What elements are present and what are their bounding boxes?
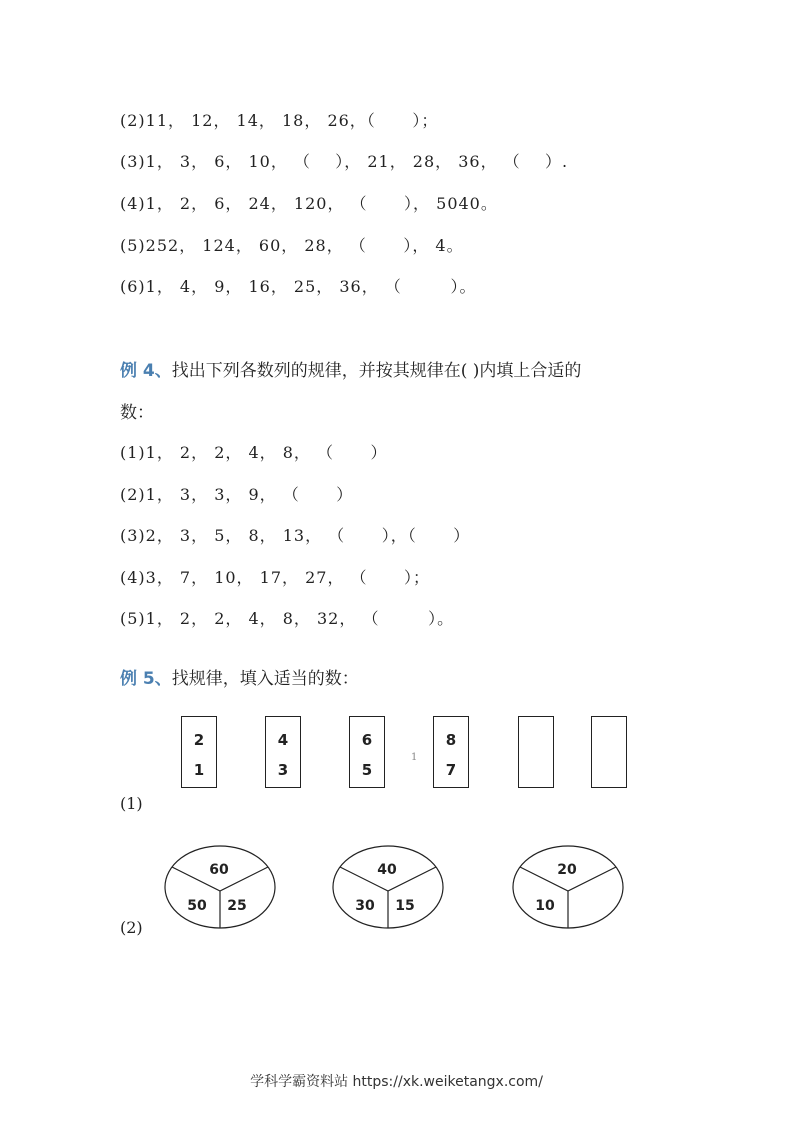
- oval-left-number: 30: [355, 898, 375, 914]
- box-top-number: 8: [445, 731, 457, 749]
- part-2-label: (2): [120, 918, 143, 937]
- oval-left-number: 50: [187, 898, 207, 914]
- example-4-text-cont: 数：: [120, 403, 154, 423]
- number-box: [433, 716, 469, 788]
- empty-number-box: [591, 716, 627, 788]
- part-1-label: (1): [120, 794, 143, 813]
- number-box: [181, 716, 217, 788]
- sequence-line-4: (4)1， 2， 6， 24， 120， （ ）， 5040。: [120, 194, 498, 213]
- number-box: [349, 716, 385, 788]
- divided-oval: [512, 845, 624, 929]
- sequence-line-3: (3)1， 3， 6， 10， （ ）， 21， 28， 36， （ ）.: [120, 152, 569, 171]
- box-top-number: 2: [193, 731, 205, 749]
- example-4-label: 例 4、: [120, 361, 172, 381]
- divided-oval: [164, 845, 276, 929]
- oval-top-number: 60: [209, 862, 229, 878]
- example-4-line-3: (3)2， 3， 5， 8， 13， （ ），（ ）: [120, 526, 471, 545]
- oval-top-number: 20: [557, 862, 577, 878]
- example-4-heading: [120, 356, 581, 381]
- sequence-line-2: (2)11， 12， 14， 18， 26，（ ）；: [120, 111, 439, 130]
- sequence-line-5: (5)252， 124， 60， 28， （ ）， 4。: [120, 236, 464, 255]
- box-bottom-number: 7: [445, 761, 457, 779]
- oval-left-number: 10: [535, 898, 555, 914]
- example-4-line-5: (5)1， 2， 2， 4， 8， 32， （ ）。: [120, 609, 455, 628]
- example-4-line-2: (2)1， 3， 3， 9， （ ）: [120, 485, 354, 504]
- stray-mark: 1: [411, 752, 418, 763]
- empty-number-box: [518, 716, 554, 788]
- example-4-text: 找出下列各数列的规律，并按其规律在( )内填上合适的: [171, 361, 582, 381]
- example-5-label: 例 5、: [120, 669, 172, 689]
- example-4-line-4: (4)3， 7， 10， 17， 27， （ ）；: [120, 568, 431, 587]
- number-box: [265, 716, 301, 788]
- box-bottom-number: 5: [361, 761, 373, 779]
- box-top-number: 6: [361, 731, 373, 749]
- example-5-text: 找规律，填入适当的数：: [171, 669, 359, 689]
- box-top-number: 4: [277, 731, 289, 749]
- example-5-heading: [120, 664, 359, 689]
- example-4-line-1: (1)1， 2， 2， 4， 8， （ ）: [120, 443, 388, 462]
- oval-top-number: 40: [377, 862, 397, 878]
- divided-oval: [332, 845, 444, 929]
- box-bottom-number: 3: [277, 761, 289, 779]
- sequence-line-6: (6)1， 4， 9， 16， 25， 36， （ ）。: [120, 277, 477, 296]
- footer-watermark: 学科学霸资料站 https://xk.weiketangx.com/: [250, 1074, 543, 1090]
- oval-right-number: 15: [395, 898, 415, 914]
- oval-right-number: 25: [227, 898, 247, 914]
- box-bottom-number: 1: [193, 761, 205, 779]
